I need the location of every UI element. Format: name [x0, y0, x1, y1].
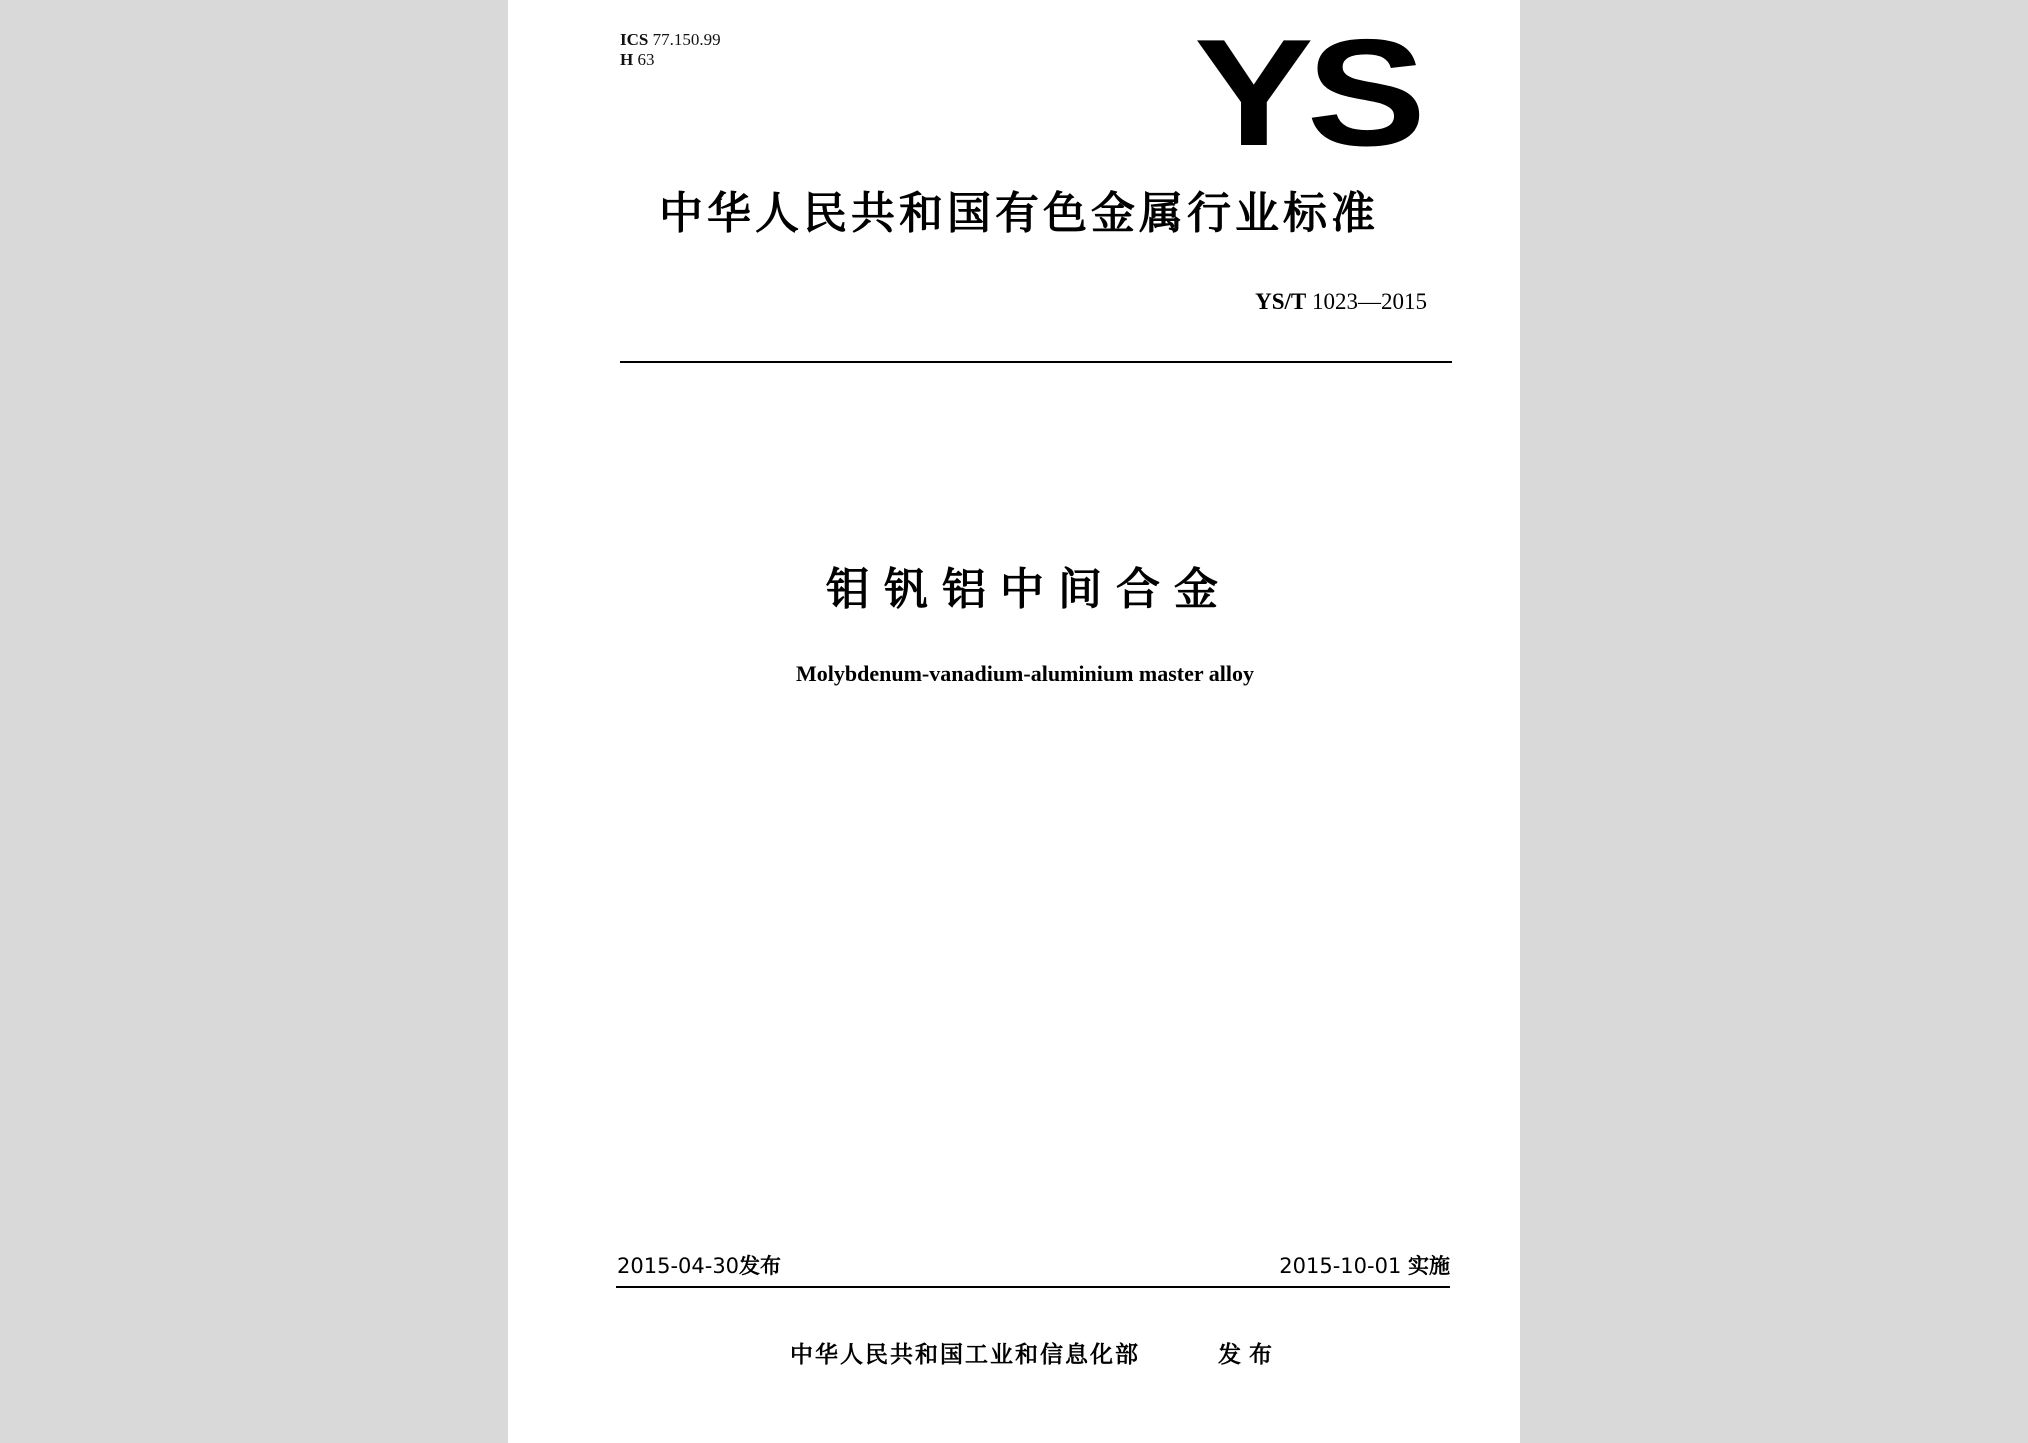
org-title: 中华人民共和国有色金属行业标准 — [659, 188, 1379, 239]
document-page — [508, 0, 1520, 1443]
english-title: Molybdenum-vanadium-aluminium master alloy — [796, 661, 1254, 686]
chinese-title: 钼钒铝中间合金 — [826, 564, 1232, 615]
ics-label: ICS — [620, 30, 649, 49]
issued-label: 发布 — [739, 1254, 782, 1278]
effective-date: 2015-10-01 — [1279, 1254, 1402, 1278]
standard-prefix: YS/T — [1255, 289, 1307, 314]
effective-label: 实施 — [1408, 1254, 1450, 1278]
publish-label: 发布 — [1218, 1342, 1280, 1368]
ccs-line — [620, 50, 721, 70]
effective-date-block — [1279, 1252, 1450, 1280]
top-divider — [620, 361, 1452, 363]
ics-line — [620, 30, 721, 50]
standard-code: 1023—2015 — [1312, 289, 1427, 314]
ccs-code: 63 — [637, 50, 655, 69]
issued-date-block — [617, 1252, 781, 1280]
issued-date: 2015-04-30 — [617, 1254, 740, 1278]
bottom-divider — [616, 1286, 1450, 1288]
ccs-label: H — [620, 50, 634, 69]
ics-code: 77.150.99 — [652, 30, 721, 49]
classification-block — [620, 30, 721, 70]
standard-number — [1255, 288, 1427, 316]
ys-logo: YS — [1194, 8, 1420, 178]
publisher-name: 中华人民共和国工业和信息化部 — [790, 1342, 1140, 1368]
